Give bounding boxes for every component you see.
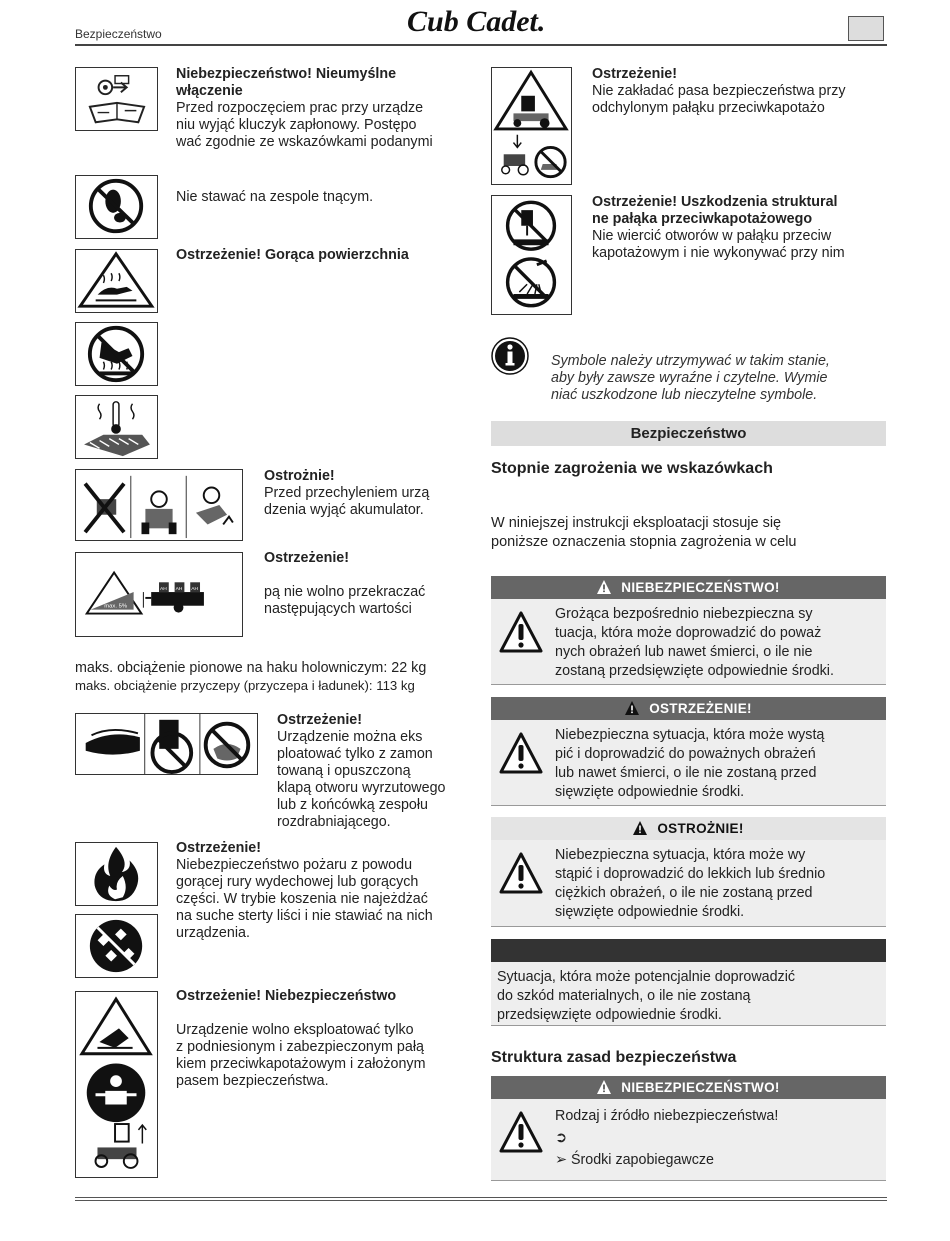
warning-triangle-icon — [597, 1080, 611, 1094]
level-notice-line1: Sytuacja, która może potencjalnie doprowadzić — [497, 969, 796, 985]
r1-title: Ostrzeżenie! — [592, 66, 678, 82]
level-caution-line4: sięwzięte odpowiednie środki. — [555, 904, 745, 920]
level-warning-label: OSTRZEŻENIE! — [649, 701, 752, 716]
info-icon — [491, 337, 529, 375]
svg-text:max. 5%: max. 5% — [104, 603, 128, 610]
s4-line1: Przed przechyleniem urzą — [264, 485, 430, 501]
level-caution — [491, 817, 886, 926]
structure-line3: ➢ Środki zapobiegawcze — [555, 1152, 715, 1168]
level-caution-line2: stąpić i doprowadzić do lekkich lub średnio — [555, 866, 826, 882]
level-notice-line3: przedsięwzięte odpowiednie środki. — [497, 1007, 722, 1023]
s6-line4: klapą otworu wyrzutowego — [277, 780, 446, 796]
divider — [491, 1025, 886, 1026]
limit-trailer: maks. obciążenie przyczepy (przyczepa i ładunek): 113 kg — [75, 678, 415, 693]
s8-line3: kiem przeciwkapotażowym i założonym — [176, 1056, 426, 1072]
load-limits — [75, 660, 475, 694]
intro-text — [491, 514, 886, 552]
note-line3: niać uszkodzone lub nieczytelne symbole. — [551, 387, 818, 403]
hot-surface-warning-icon — [75, 249, 158, 313]
header-section-label: Bezpieczeństwo — [75, 27, 162, 41]
structure-line1: Rodzaj i źródło niebezpieczeństwa! — [555, 1108, 779, 1124]
s5-title: Ostrzeżenie! — [264, 550, 350, 566]
s7-line4: na suche sterty liści i nie stawiać na nich — [176, 908, 433, 924]
s6-line5: lub z końcówką zespołu — [277, 797, 428, 813]
level-warning-line2: pić i doprowadzić do poważnych obrażeń — [555, 746, 816, 762]
svg-text:AH: AH — [191, 587, 199, 593]
r2-text — [592, 194, 892, 262]
s7-line3: części. W trybie koszenia nie najeżdżać — [176, 891, 428, 907]
level-danger-line3: nych obrażeń lub nawet śmierci, o ile nie — [555, 644, 813, 660]
warning-triangle-icon — [499, 732, 543, 774]
note-line1: Symbole należy utrzymywać w takim stanie, — [551, 353, 830, 369]
level-warning-bar — [491, 697, 886, 720]
note-line2: aby były zawsze wyraźne i czytelne. Wymie — [551, 370, 828, 386]
level-notice — [491, 939, 886, 1025]
warning-triangle-icon — [499, 1111, 543, 1153]
s1-title-line2: włączenie — [176, 83, 243, 99]
level-danger-label: NIEBEZPIECZEŃSTWO! — [621, 580, 780, 595]
s6-line2: ploatować tylko z zamon — [277, 746, 433, 762]
s6-title: Ostrzeżenie! — [277, 712, 363, 728]
svg-text:Cub Cadet.: Cub Cadet. — [407, 5, 546, 38]
svg-text:AH: AH — [159, 587, 167, 593]
divider — [491, 684, 886, 685]
r2-title-line2: ne pałąka przeciwkapotażowego — [592, 211, 813, 227]
discharge-flap-icon — [75, 713, 258, 775]
s7-line5: urządzenia. — [176, 925, 250, 941]
warning-triangle-icon — [633, 821, 647, 835]
rollover-seatbelt-icon — [75, 991, 158, 1178]
s8-line2: z podniesionym i zabezpieczonym pałą — [176, 1039, 424, 1055]
s6-line6: rozdrabniającego. — [277, 814, 391, 830]
key-manual-icon — [75, 67, 158, 131]
s6-line3: towaną i opuszczoną — [277, 763, 411, 779]
s5-text — [264, 550, 474, 618]
cub-cadet-logo — [405, 0, 575, 40]
s7-text — [176, 840, 476, 942]
structure-bar — [491, 1076, 886, 1099]
s2-text: Nie stawać na zespole tnącym. — [176, 189, 374, 205]
r1-line1: Nie zakładać pasa bezpieczeństwa przy — [592, 83, 846, 99]
r2-title-line1: Ostrzeżenie! Uszkodzenia struktural — [592, 194, 838, 210]
s7-line1: Niebezpieczeństwo pożaru z powodu — [176, 857, 413, 873]
warning-triangle-icon — [499, 611, 543, 653]
s4-title: Ostrożnie! — [264, 468, 335, 484]
level-warning-line4: sięwzięte odpowiednie środki. — [555, 784, 745, 800]
s8-line4: pasem bezpieczeństwa. — [176, 1073, 329, 1089]
s6-text — [277, 712, 477, 831]
r2-line2: kapotażowym i nie wykonywać przy nim — [592, 245, 845, 261]
s1-line3: wać zgodnie ze wskazówkami podanymi — [176, 134, 433, 150]
heading-structure: Struktura zasad bezpieczeństwa — [491, 1049, 737, 1066]
warning-triangle-icon — [499, 852, 543, 894]
s8-title: Ostrzeżenie! Niebezpieczeństwo — [176, 988, 397, 1004]
level-danger-line2: tuacja, która może doprowadzić do poważ — [555, 625, 822, 641]
section-bar: Bezpieczeństwo — [491, 421, 886, 446]
footer-rule — [75, 1197, 887, 1198]
level-warning — [491, 697, 886, 805]
heading-hazard-levels: Stopnie zagrożenia we wskazówkach — [491, 460, 773, 477]
s7-line2: gorącej rury wydechowej lub gorących — [176, 874, 419, 890]
warning-triangle-icon — [597, 580, 611, 594]
level-caution-bar — [491, 817, 886, 840]
no-leaves-icon — [75, 914, 158, 978]
s8-line1: Urządzenie wolno eksploatować tylko — [176, 1022, 414, 1038]
header-rule — [75, 44, 887, 46]
level-warning-line1: Niebezpieczna sytuacja, która może wystą — [555, 727, 825, 743]
divider — [491, 926, 886, 927]
structure-label: NIEBEZPIECZEŃSTWO! — [621, 1080, 780, 1095]
intro-line1: W niniejszej instrukcji eksploatacji stosuje się — [491, 515, 782, 531]
r1-line2: odchylonym pałąku przeciwkapotażo — [592, 100, 825, 116]
s5-line2: następujących wartości — [264, 601, 412, 617]
level-caution-line3: ciężkich obrażeń, o ile nie zostaną przed — [555, 885, 813, 901]
s1-line1: Przed rozpoczęciem prac przy urządze — [176, 100, 424, 116]
s7-title: Ostrzeżenie! — [176, 840, 262, 856]
s5-line1: pą nie wolno przekraczać — [264, 584, 426, 600]
level-danger — [491, 576, 886, 684]
level-danger-line4: zostaną przedsięwzięte odpowiednie środki. — [555, 663, 834, 679]
level-notice-bar — [491, 939, 886, 962]
tilt-battery-icon — [75, 469, 243, 541]
s1-text — [176, 66, 476, 151]
s8-text — [176, 988, 476, 1090]
footer-rule — [75, 1200, 887, 1201]
s6-line1: Urządzenie można eks — [277, 729, 423, 745]
fire-hazard-icon — [75, 842, 158, 906]
no-touch-hot-icon — [75, 322, 158, 386]
intro-line2: poniższe oznaczenia stopnia zagrożenia w celu — [491, 534, 797, 550]
s4-text — [264, 468, 474, 519]
level-caution-label: OSTROŻNIE! — [657, 821, 744, 836]
limit-hitch: maks. obciążenie pionowe na haku holowniczym: 22 kg — [75, 660, 427, 676]
s3-title: Ostrzeżenie! Gorąca powierzchnia — [176, 247, 409, 263]
level-warning-line3: lub nawet śmierci, o ile nie zostaną przed — [555, 765, 817, 781]
level-notice-line2: do szkód materialnych, o ile nie zostaną — [497, 988, 751, 1004]
s1-line2: niu wyjąć kluczyk zapłonowy. Postępo — [176, 117, 417, 133]
info-note — [551, 353, 891, 404]
s4-line2: dzenia wyjąć akumulator. — [264, 502, 424, 518]
thermometer-heat-icon — [75, 395, 158, 459]
r1-text — [592, 66, 892, 117]
level-caution-line1: Niebezpieczna sytuacja, która może wy — [555, 847, 806, 863]
no-drill-weld-icon — [491, 195, 572, 315]
structure-example — [491, 1076, 886, 1180]
divider — [491, 805, 886, 806]
level-danger-bar — [491, 576, 886, 599]
structure-line2: ➲ — [555, 1130, 567, 1146]
s1-title-line1: Niebezpieczeństwo! Nieumyślne — [176, 66, 397, 82]
level-danger-line1: Grożąca bezpośrednio niebezpieczna sy — [555, 606, 813, 622]
svg-text:AH: AH — [175, 587, 183, 593]
divider — [491, 1180, 886, 1181]
no-stepping-icon — [75, 175, 158, 239]
slope-load-icon — [75, 552, 243, 637]
warning-triangle-icon — [625, 701, 639, 715]
r2-line1: Nie wiercić otworów w pałąku przeciw — [592, 228, 832, 244]
rops-seatbelt-icon — [491, 67, 572, 185]
page-number-box — [848, 16, 884, 41]
